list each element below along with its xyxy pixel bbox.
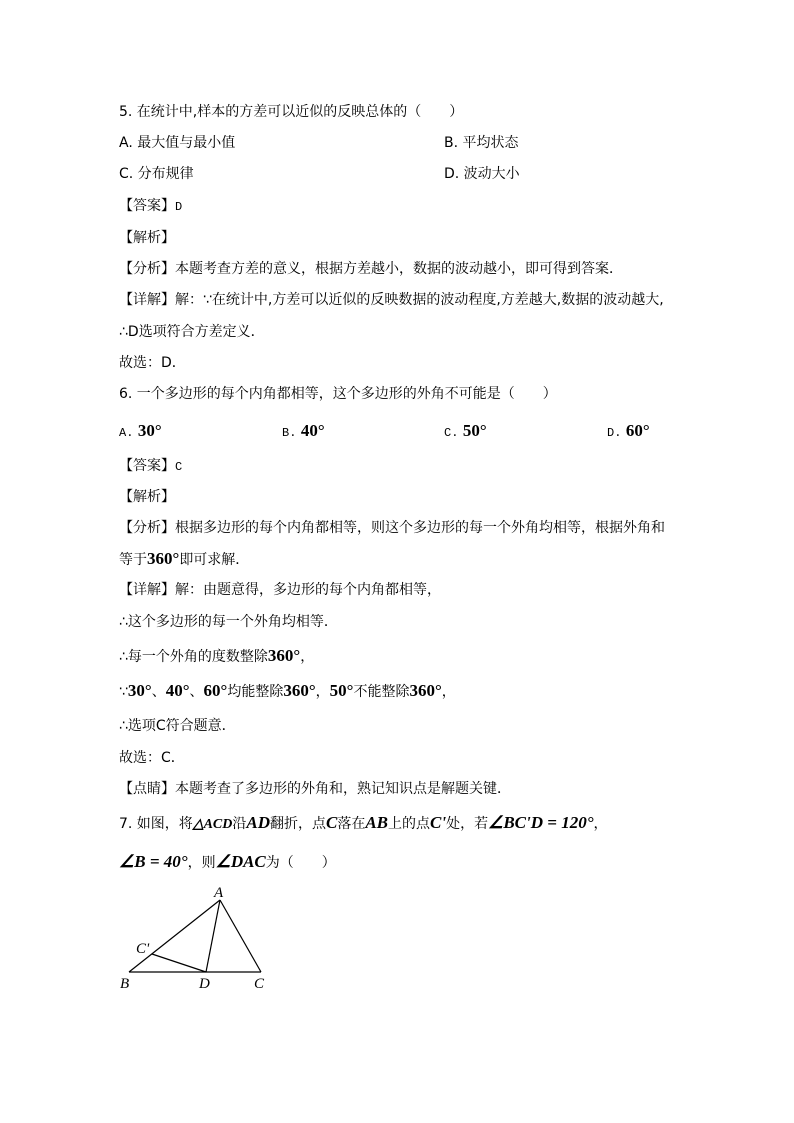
q5-stem: 5. 在统计中,样本的方差可以近似的反映总体的（ ） [119, 104, 464, 120]
q5-choose: 故选：D． [119, 355, 186, 371]
math-value: 360° [409, 681, 442, 700]
segment-cprime-d [152, 954, 206, 972]
q6-option-d [607, 421, 650, 443]
answer-tag: 【答案】 [119, 198, 175, 214]
label-b: B [120, 976, 130, 992]
answer-tag: 【答案】 [119, 458, 175, 474]
fenxi-text: 本题考查方差的意义，根据方差越小，数据的波动越小，即可得到答案． [175, 261, 623, 277]
q6-xiangjie-4 [119, 681, 456, 702]
text: ， [593, 816, 608, 832]
option-value: 60° [625, 421, 650, 440]
option-letter: C. [444, 426, 459, 440]
math-value: 50° [329, 681, 354, 700]
label-d: D [199, 976, 210, 992]
math-segment: AB [365, 813, 389, 832]
math-segment: AD [246, 813, 270, 832]
option-value: 30° [137, 421, 162, 440]
text: 上的点 [388, 816, 431, 832]
q6-fenxi-1 [119, 518, 665, 538]
option-letter: A. [119, 426, 134, 440]
math-value: 40° [165, 681, 190, 700]
text: 、 [151, 684, 166, 700]
math-angle: ∠BC'D = 120° [488, 813, 594, 832]
q6-stem: 6. 一个多边形的每个内角都相等，这个多边形的外角不可能是（ ） [119, 386, 557, 402]
text: ， [441, 684, 456, 700]
q6-xiangjie-2: ∴这个多边形的每一个外角均相等． [119, 614, 338, 630]
text: ，则 [187, 855, 216, 871]
text: ， [315, 684, 330, 700]
q5-option-c: C. 分布规律 [119, 166, 194, 182]
label-a: A [214, 885, 224, 901]
q5-xiangjie-2: ∴D选项符合方差定义． [119, 324, 265, 340]
q5-option-b: B. 平均状态 [444, 135, 519, 151]
xiangjie-tag: 【详解】 [119, 292, 175, 308]
q5-analysis-tag: 【解析】 [119, 230, 175, 246]
text: 即可求解． [179, 552, 250, 568]
answer-value: C [175, 460, 183, 474]
fenxi-text: 根据多边形的每个内角都相等，则这个多边形的每一个外角均相等，根据外角和 [175, 520, 665, 536]
text: 、 [189, 684, 204, 700]
fenxi-tag: 【分析】 [119, 261, 175, 277]
q6-analysis-tag: 【解析】 [119, 489, 175, 505]
segment-ac [220, 900, 261, 972]
dianjing-tag: 【点睛】 [119, 781, 175, 797]
q6-fenxi-2 [119, 549, 249, 570]
text: 落在 [337, 816, 366, 832]
q5-option-a: A. 最大值与最小值 [119, 135, 236, 151]
text: 等于 [119, 552, 147, 568]
q5-xiangjie-1 [119, 290, 664, 310]
text: ， [300, 649, 315, 665]
text: 翻折，点 [270, 816, 326, 832]
q6-answer [119, 456, 182, 477]
math-angle: ∠DAC [215, 852, 266, 871]
q5-answer [119, 196, 182, 217]
math-value: 360° [283, 681, 316, 700]
q7-triangle-figure [117, 884, 277, 994]
q7-stem-2 [119, 852, 336, 873]
fenxi-tag: 【分析】 [119, 520, 175, 536]
q6-option-b [282, 421, 325, 443]
text: 均能整除 [227, 684, 284, 700]
q6-xiangjie-3 [119, 646, 314, 667]
math-value: 360° [147, 549, 180, 568]
answer-value: D [175, 200, 183, 214]
q6-option-a [119, 421, 162, 443]
text: 不能整除 [353, 684, 410, 700]
label-c: C [254, 976, 265, 992]
text: 7. 如图，将 [119, 816, 193, 832]
math-angle: ∠B = 40° [119, 852, 188, 871]
xiangjie-tag: 【详解】 [119, 582, 175, 598]
segment-ad [206, 900, 220, 972]
math-point: C [326, 813, 338, 832]
q6-xiangjie-5: ∴选项C符合题意． [119, 718, 236, 734]
math-value: 60° [203, 681, 228, 700]
text: 为（ ） [265, 855, 336, 871]
text: ∵ [119, 684, 128, 700]
q5-option-d: D. 波动大小 [444, 166, 520, 182]
q6-option-c [444, 421, 487, 443]
xiangjie-text: 解：∵在统计中,方差可以近似的反映数据的波动程度,方差越大,数据的波动越大, [175, 292, 664, 308]
q7-stem-1 [119, 813, 608, 835]
text: ∴每一个外角的度数整除 [119, 649, 268, 665]
xiangjie-text: 解：由题意得，多边形的每个内角都相等， [175, 582, 441, 598]
q6-choose: 故选：C． [119, 750, 185, 766]
option-value: 40° [300, 421, 325, 440]
option-value: 50° [462, 421, 487, 440]
math-triangle: △ACD [192, 817, 233, 832]
dianjing-text: 本题考查了多边形的外角和，熟记知识点是解题关键． [175, 781, 511, 797]
math-value: 30° [127, 681, 152, 700]
q6-xiangjie-1 [119, 580, 441, 600]
text: 沿 [232, 816, 247, 832]
math-point: C' [430, 813, 447, 832]
option-letter: B. [282, 426, 297, 440]
q6-dianjing [119, 779, 511, 799]
math-value: 360° [267, 646, 301, 665]
text: 处，若 [446, 816, 489, 832]
label-cprime: C' [136, 941, 150, 957]
option-letter: D. [607, 426, 622, 440]
q5-fenxi [119, 259, 623, 279]
